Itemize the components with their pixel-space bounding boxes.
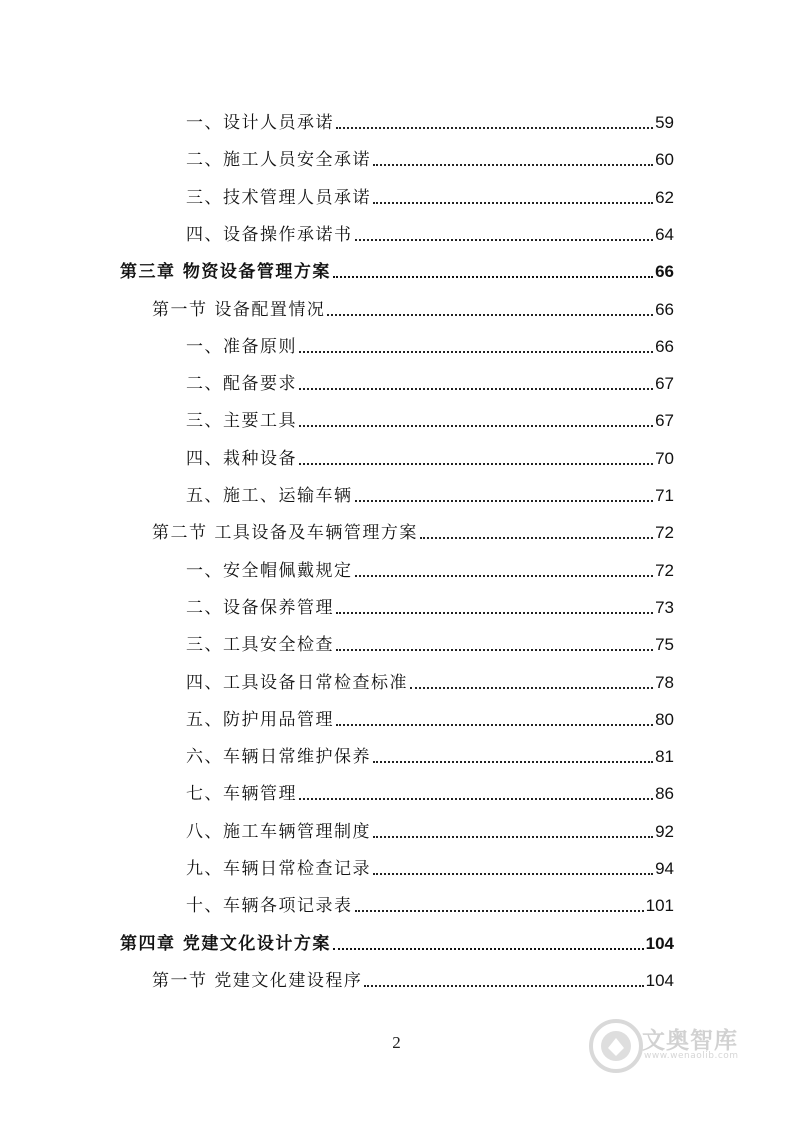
dot-leader	[373, 202, 653, 204]
dot-leader	[364, 985, 643, 987]
toc-item[interactable]	[186, 179, 674, 209]
toc-entry-title: 第二节 工具设备及车辆管理方案	[152, 523, 418, 544]
toc-entry-title: 五、防护用品管理	[186, 709, 334, 730]
dot-leader	[327, 314, 653, 316]
watermark	[588, 1018, 758, 1074]
toc-entry-title: 第三章 物资设备管理方案	[120, 262, 331, 283]
toc-entry-page: 75	[655, 635, 674, 655]
toc-entry-title: 四、设备操作承诺书	[186, 224, 353, 245]
page-number: 2	[392, 1033, 401, 1052]
toc-entry-page: 66	[655, 299, 674, 319]
toc-entry-page: 60	[655, 150, 674, 170]
toc-item[interactable]	[186, 552, 674, 582]
dot-leader	[336, 724, 653, 726]
toc-entry-title: 第四章 党建文化设计方案	[120, 933, 331, 954]
toc-entry-page: 80	[655, 709, 674, 729]
toc-entry-page: 92	[655, 821, 674, 841]
toc-item[interactable]	[186, 365, 674, 395]
toc-item[interactable]	[186, 775, 674, 805]
toc-entry-title: 五、施工、运输车辆	[186, 486, 353, 506]
toc-entry-title: 二、设备保养管理	[186, 597, 334, 618]
dot-leader	[333, 948, 644, 950]
toc-entry-title: 六、车辆日常维护保养	[186, 747, 371, 768]
dot-leader	[373, 836, 653, 838]
toc-item[interactable]	[186, 141, 674, 171]
toc-entry-page: 86	[655, 784, 674, 804]
toc-entry-page: 72	[655, 560, 674, 580]
watermark-name: 文奥智库	[642, 1028, 738, 1054]
toc-entry-page: 64	[655, 224, 674, 244]
toc-entry-title: 三、技术管理人员承诺	[186, 187, 371, 208]
toc-entry-title: 八、施工车辆管理制度	[186, 821, 371, 842]
toc-entry-page: 72	[655, 523, 674, 543]
dot-leader	[299, 388, 653, 390]
toc-section[interactable]	[152, 962, 674, 992]
toc-item[interactable]	[186, 738, 674, 768]
dot-leader	[336, 649, 653, 651]
toc-entry-page: 67	[655, 374, 674, 394]
toc-entry-title: 四、工具设备日常检查标准	[186, 672, 408, 693]
toc-item[interactable]	[186, 626, 674, 656]
toc-entry-page: 70	[655, 448, 674, 468]
dot-leader	[355, 910, 644, 912]
toc-item[interactable]	[186, 328, 674, 358]
toc-entry-title: 九、车辆日常检查记录	[186, 859, 371, 879]
dot-leader	[373, 873, 653, 875]
toc-item[interactable]	[186, 216, 674, 246]
toc-chapter[interactable]	[120, 253, 674, 283]
toc-item[interactable]	[186, 664, 674, 694]
dot-leader	[410, 687, 653, 689]
toc-entry-page: 101	[645, 896, 674, 916]
toc-entry-title: 第一节 党建文化建设程序	[152, 970, 363, 991]
dot-leader	[373, 761, 653, 763]
toc-entry-page: 94	[655, 859, 674, 878]
toc-entry-page: 71	[655, 486, 674, 505]
toc-entry-page: 59	[655, 113, 674, 132]
toc-entry-title: 一、准备原则	[186, 336, 297, 357]
toc-entry-title: 四、栽种设备	[186, 448, 297, 469]
dot-leader	[355, 500, 654, 502]
dot-leader	[299, 425, 653, 427]
dot-leader	[355, 575, 654, 577]
dot-leader	[299, 463, 653, 465]
dot-leader	[333, 276, 653, 278]
toc-entry-page: 81	[655, 747, 674, 767]
toc-chapter[interactable]	[120, 925, 674, 955]
toc-item[interactable]	[186, 440, 674, 470]
toc-entry-page: 104	[645, 933, 674, 953]
toc-entry-title: 七、车辆管理	[186, 784, 297, 805]
dot-leader	[420, 537, 653, 539]
toc-entry-page: 78	[655, 672, 674, 692]
dot-leader	[355, 239, 654, 241]
toc-item[interactable]	[186, 813, 674, 843]
toc-entry-title: 二、配备要求	[186, 374, 297, 395]
toc-entry-page: 66	[655, 262, 674, 282]
toc-entry-title: 二、施工人员安全承诺	[186, 150, 371, 171]
dot-leader	[373, 164, 653, 166]
toc-item[interactable]	[186, 701, 674, 731]
toc-section[interactable]	[152, 514, 674, 544]
toc-item[interactable]	[186, 850, 674, 880]
toc-item[interactable]	[186, 477, 674, 507]
toc-entry-title: 一、安全帽佩戴规定	[186, 560, 353, 581]
watermark-logo-icon	[588, 1018, 644, 1074]
toc-entry-page: 67	[655, 411, 674, 431]
toc-entry-title: 一、设计人员承诺	[186, 113, 334, 133]
dot-leader	[336, 127, 653, 129]
watermark-url: www.wenaolib.com	[644, 1051, 739, 1061]
toc-item[interactable]	[186, 104, 674, 134]
toc-entry-page: 62	[655, 187, 674, 207]
toc-entry-page: 73	[655, 597, 674, 617]
toc-item[interactable]	[186, 887, 674, 917]
toc-entry-title: 十、车辆各项记录表	[186, 896, 353, 917]
toc-item[interactable]	[186, 402, 674, 432]
toc-entry-title: 三、工具安全检查	[186, 635, 334, 656]
toc-item[interactable]	[186, 589, 674, 619]
toc-entry-title: 三、主要工具	[186, 411, 297, 432]
dot-leader	[336, 612, 653, 614]
dot-leader	[299, 798, 653, 800]
dot-leader	[299, 351, 653, 353]
toc-section[interactable]	[152, 291, 674, 321]
toc-entry-page: 66	[655, 336, 674, 356]
toc-entry-page: 104	[645, 970, 674, 990]
toc-entry-title: 第一节 设备配置情况	[152, 299, 326, 320]
